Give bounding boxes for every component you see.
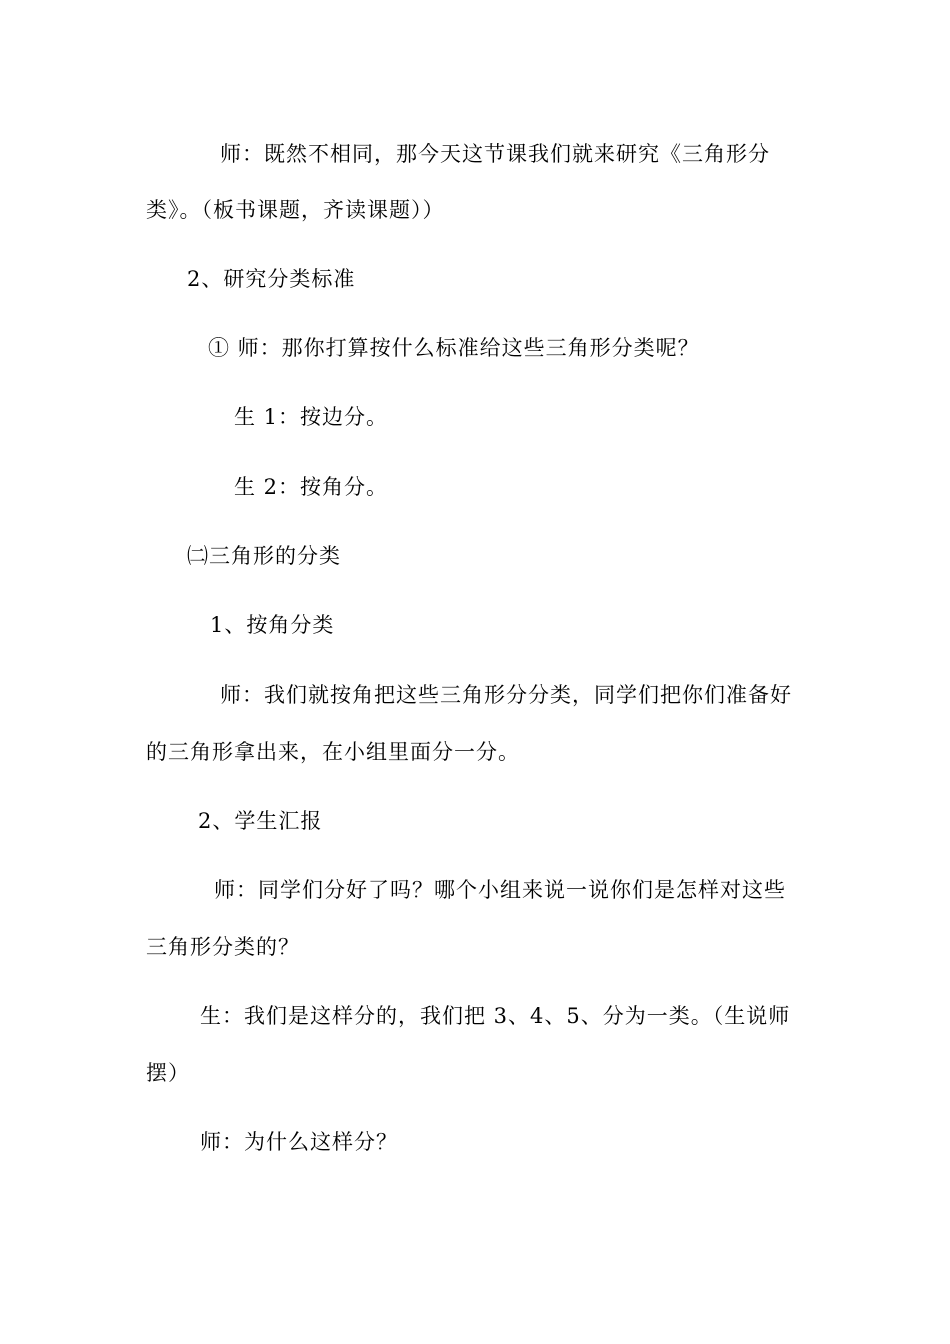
paragraph-line: 师：同学们分好了吗？哪个小组来说一说你们是怎样对这些 (214, 878, 786, 902)
paragraph-line: 生 2：按角分。 (234, 475, 389, 499)
paragraph-line: 生 1：按边分。 (234, 405, 389, 429)
paragraph-line: 类》。（板书课题，齐读课题）） (146, 198, 445, 222)
section-heading: 1、按角分类 (210, 613, 335, 637)
section-heading: 2、研究分类标准 (187, 267, 356, 291)
paragraph-line: 师：我们就按角把这些三角形分分类，同学们把你们准备好 (220, 683, 792, 707)
paragraph-line: 摆） (146, 1061, 190, 1085)
paragraph-line: ① 师：那你打算按什么标准给这些三角形分类呢？ (208, 336, 700, 360)
section-heading: ㈡三角形的分类 (187, 544, 341, 568)
paragraph-line: 三角形分类的？ (146, 935, 300, 959)
paragraph-line: 师：既然不相同，那今天这节课我们就来研究《三角形分 (220, 142, 770, 166)
section-heading: 2、学生汇报 (198, 809, 323, 833)
paragraph-line: 生：我们是这样分的，我们把 3、4、5、分为一类。（生说师 (200, 1004, 791, 1028)
paragraph-line: 的三角形拿出来，在小组里面分一分。 (146, 740, 520, 764)
paragraph-line: 师：为什么这样分？ (200, 1130, 398, 1154)
